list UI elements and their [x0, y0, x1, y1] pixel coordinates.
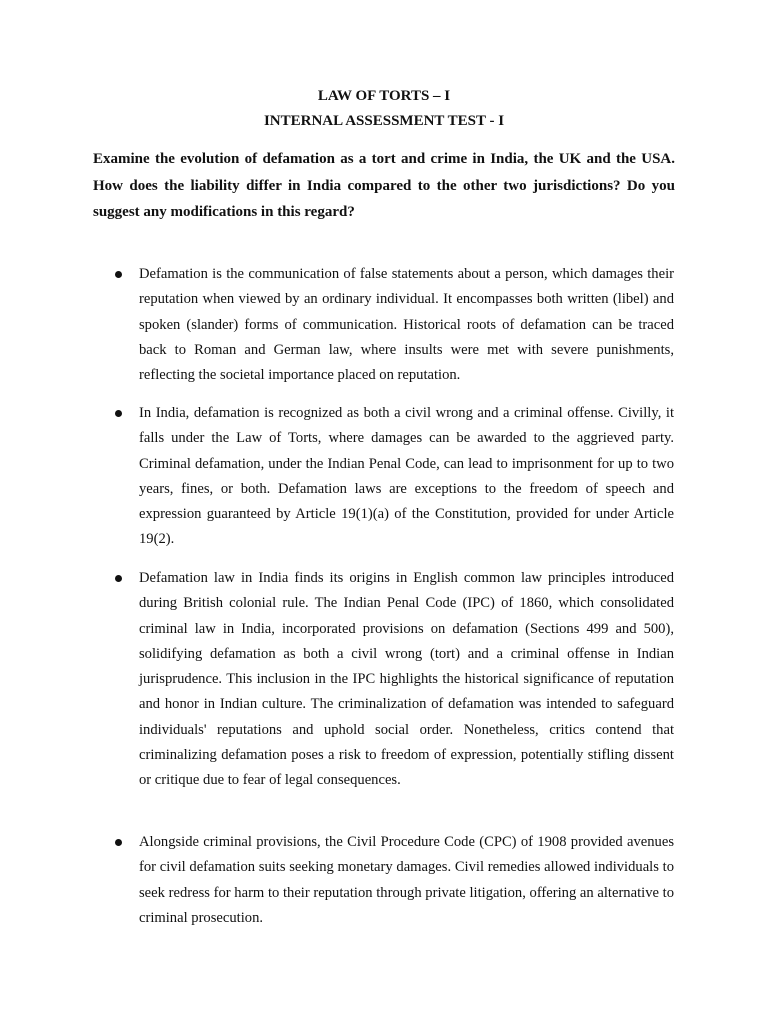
bullet-text: In India, defamation is recognized as both a civil wrong and a criminal offense. Civilly, it falls under the Law of Torts, where damages can be awarded to the aggrieved party. Criminal defamation, under the Indian Penal Code, can lead to imprisonment for up to two years, fines, or both. Defamation laws are exceptions to the freedom of speech and expression guaranteed by Article 19(1)(a) of the Constitution, provided for under Article 19(2). — [139, 405, 674, 548]
bullet-text: Alongside criminal provisions, the Civil Procedure Code (CPC) of 1908 provided avenues for civil defamation suits seeking monetary damages. Civil remedies allowed individuals to seek redress for harm to their reputation through private litigation, offering an alternative to criminal prosecution. — [139, 834, 674, 926]
question-text: Examine the evolution of defamation as a tort and crime in India, the UK and the USA. How does the liability differ in India compared to the other two jurisdictions? Do you suggest any modifications in this regard? — [93, 151, 675, 220]
bullet-item — [139, 830, 674, 931]
bullet-item — [139, 401, 674, 553]
bullet-item — [139, 566, 674, 794]
bullet-point-icon — [115, 839, 122, 846]
bullet-text: Defamation is the communication of false statements about a person, which damages their reputation when viewed by an ordinary individual. It encompasses both written (libel) and spoken (slander) forms of communication. Historical roots of defamation can be traced back to Roman and German law, where insults were met with severe punishments, reflecting the societal importance placed on reputation. — [139, 266, 674, 384]
bullet-point-icon — [115, 271, 122, 278]
bullet-item — [139, 262, 674, 388]
bullet-point-icon — [115, 575, 122, 582]
bullet-point-icon — [115, 410, 122, 417]
document-subtitle: INTERNAL ASSESSMENT TEST - I — [263, 113, 505, 129]
document-title: LAW OF TORTS – I — [317, 88, 451, 104]
bullet-text: Defamation law in India finds its origins in English common law principles introduced during British colonial rule. The Indian Penal Code (IPC) of 1860, which consolidated criminal law in India, incorporated provisions on defamation (Sections 499 and 500), solidifying defamation as both a civil wrong (tort) and a criminal offense in Indian jurisprudence. This inclusion in the IPC highlights the historical significance of reputation and honor in Indian culture. The criminalization of defamation was intended to safeguard individuals' reputations and uphold social order. Nonetheless, critics contend that criminalizing defamation poses a risk to freedom of expression, potentially stifling dissent or critique due to fear of legal consequences. — [139, 570, 674, 789]
